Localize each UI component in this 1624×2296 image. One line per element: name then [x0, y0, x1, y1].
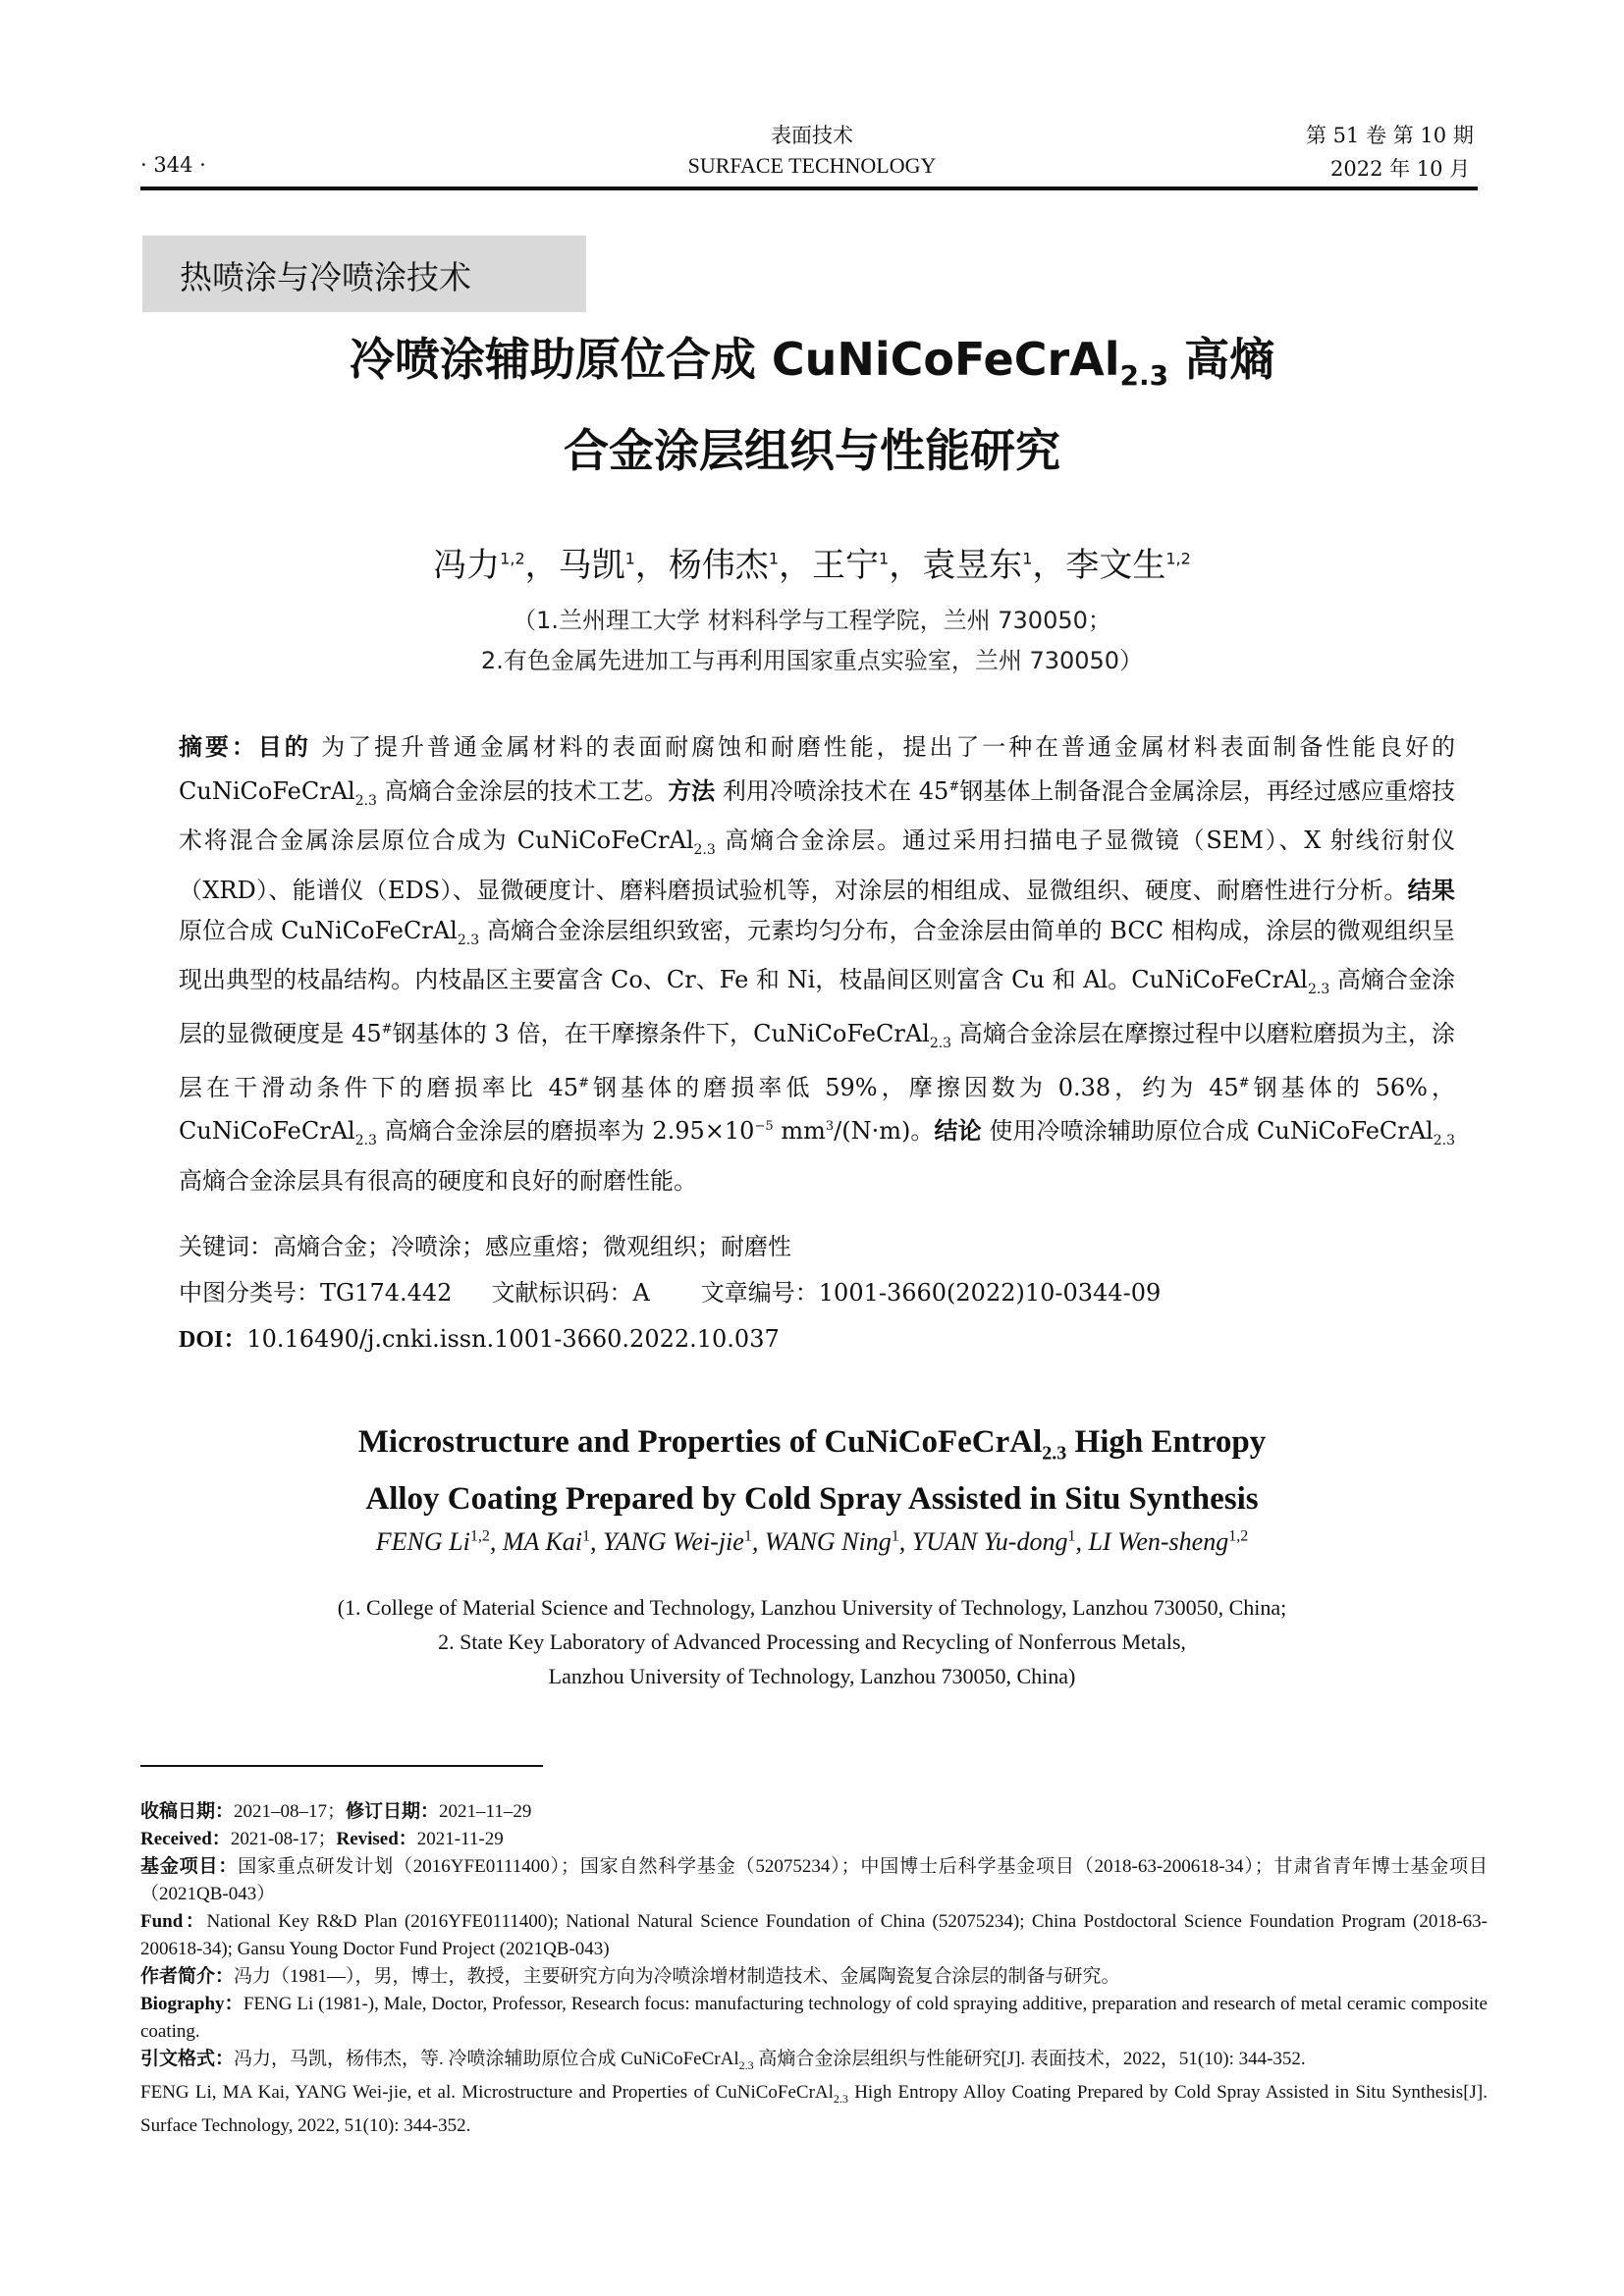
- volume-issue: 第 51 卷 第 10 期: [1306, 124, 1474, 147]
- section-label: 热喷涂与冷喷涂技术: [180, 258, 471, 296]
- affiliation-en-line: (1. College of Material Science and Technology, Lanzhou University of Technology, Lanzhou 730050, China;: [337, 1595, 1287, 1620]
- authors-cn: 冯力$^{1,2}$，马凯$^1$，杨伟杰$^1$，王宁$^1$，袁昱东$^1$，李文生$^{1,2}$: [433, 546, 1191, 585]
- fund-cn: 基金项目：国家重点研发计划（2016YFE0111400）；国家自然科学基金（52075234）；中国博士后科学基金项目（2018-63-200618-34）；甘肃省青年博士基金项目（2021QB-043）: [140, 1856, 1488, 1904]
- received-en: Received：2021-08-17；Revised：2021-11-29: [140, 1829, 504, 1849]
- citation-cn: 引文格式：冯力，马凯，杨伟杰，等. 冷喷涂辅助原位合成 CuNiCoFeCrAl$_{2.3}$ 高熵合金涂层组织与性能研究[J]. 表面技术，2022，51(10): 344-352.: [140, 2049, 1306, 2072]
- affiliations-en: [0, 1590, 1624, 1693]
- publication-date: 2022 年 10 月: [1330, 157, 1471, 181]
- doi-link[interactable]: 10.16490/j.cnki.issn.1001-3660.2022.10.037: [246, 1325, 780, 1353]
- footnotes: [140, 1798, 1488, 2140]
- author-cn: 王宁$^1$: [812, 546, 890, 585]
- citation-en: FENG Li, MA Kai, YANG Wei-jie, et al. Microstructure and Properties of CuNiCoFeCrAl$_{2.3}$ High Entropy Alloy Coating Prepared by Cold Spray Assisted in Situ Synthesis[J]. Surface Technology, 2022, 51(10): 344-352.: [140, 2081, 1488, 2136]
- author-en: MA Kai$^1$: [502, 1527, 590, 1556]
- fund-en: Fund：National Key R&D Plan (2016YFE0111400); National Natural Science Foundation of China (52075234); China Postdoctoral Science Foundation Program (2018-63-200618-34); Gansu Young Doctor Fund Project (2021QB-043): [140, 1911, 1488, 1959]
- author-en: LI Wen-sheng$^{1,2}$: [1088, 1527, 1249, 1556]
- received-cn: 收稿日期：2021–08–17；修订日期：2021–11–29: [140, 1801, 532, 1822]
- title-cn: [0, 322, 1624, 488]
- author-en: FENG Li$^{1,2}$: [375, 1527, 490, 1556]
- doi: DOI：10.16490/j.cnki.issn.1001-3660.2022.10.037: [179, 1325, 780, 1353]
- title-en-line1: Microstructure and Properties of CuNiCoFeCrAl$_{2.3}$ High Entropy: [357, 1424, 1267, 1465]
- affiliations-cn: [0, 601, 1624, 681]
- title-en: [0, 1419, 1624, 1522]
- author-cn: 袁昱东$^1$: [922, 546, 1033, 585]
- page-number: · 344 ·: [140, 153, 206, 177]
- title-cn-line1: 冷喷涂辅助原位合成 CuNiCoFeCrAl$_{2.3}$ 高熵: [349, 333, 1275, 393]
- affiliation-en-line: Lanzhou University of Technology, Lanzhou 730050, China): [548, 1664, 1076, 1688]
- abstract: 摘要：目的 为了提升普通金属材料的表面耐腐蚀和耐磨性能，提出了一种在普通金属材料表面制备性能良好的 CuNiCoFeCrAl$_{2.3}$ 高熵合金涂层的技术工艺。方法 利用冷喷涂技术在 45#钢基体上制备混合金属涂层，再经过感应重熔技术将混合金属涂层原位合成为 CuNiCoFeCrAl$_{2.3}$ 高熵合金涂层。通过采用扫描电子显微镜（SEM）、X 射线衍射仪（XRD）、能谱仪（EDS）、显微硬度计、磨料磨损试验机等，对涂层的相组成、显微组织、硬度、耐磨性进行分析。结果 原位合成 CuNiCoFeCrAl$_{2.3}$ 高熵合金涂层组织致密，元素均匀分布，合金涂层由简单的 BCC 相构成，涂层的微观组织呈现出典型的枝晶结构。内枝晶区主要富含 Co、Cr、Fe 和 Ni，枝晶间区则富含 Cu 和 Al。CuNiCoFeCrAl$_{2.3}$ 高熵合金涂层的显微硬度是 45#钢基体的 3 倍，在干摩擦条件下，CuNiCoFeCrAl$_{2.3}$ 高熵合金涂层在摩擦过程中以磨粒磨损为主，涂层在干滑动条件下的磨损率比 45#钢基体的磨损率低 59%，摩擦因数为 0.38，约为 45#钢基体的 56%，CuNiCoFeCrAl$_{2.3}$ 高熵合金涂层的磨损率为 $2.95\times 10^{-5}$ $mm^3/(N\cdot m)$。结论 使用冷喷涂辅助原位合成 CuNiCoFeCrAl$_{2.3}$ 高熵合金涂层具有很高的硬度和良好的耐磨性能。: [179, 733, 1456, 1195]
- affiliation-cn-line: 2.有色金属先进加工与再利用国家重点实验室，兰州 730050）: [480, 647, 1144, 674]
- header-rule: [140, 187, 1478, 190]
- section-label-box: [142, 236, 586, 312]
- journal-name-en: SURFACE TECHNOLOGY: [687, 153, 937, 178]
- authors-en: FENG Li$^{1,2}$, MA Kai$^1$, YANG Wei-jie$^1$, WANG Ning$^1$, YUAN Yu-dong$^1$, LI Wen-sheng$^{1,2}$: [375, 1527, 1249, 1556]
- author-cn: 李文生$^{1,2}$: [1065, 546, 1191, 585]
- affiliation-en-line: 2. State Key Laboratory of Advanced Processing and Recycling of Nonferrous Metals,: [438, 1629, 1186, 1654]
- affiliation-cn-line: （1.兰州理工大学 材料科学与工程学院，兰州 730050；: [513, 607, 1111, 634]
- title-cn-line2: 合金涂层组织与性能研究: [564, 424, 1060, 478]
- author-en: YANG Wei-jie$^1$: [603, 1527, 752, 1556]
- biography-en: Biography：FENG Li (1981-), Male, Doctor, Professor, Research focus: manufacturing technology of cold spraying additive, preparation and research of metal ceramic composite coating.: [140, 1994, 1488, 2042]
- author-en: WANG Ning$^1$: [764, 1527, 899, 1556]
- keywords: 关键词：高熵合金；冷喷涂；感应重熔；微观组织；耐磨性: [179, 1233, 791, 1260]
- footnote-rule: [140, 1765, 543, 1767]
- journal-name-cn: 表面技术: [771, 124, 853, 147]
- author-cn: 马凯$^1$: [558, 546, 635, 585]
- biography-cn: 作者简介：冯力（1981—），男，博士，教授，主要研究方向为冷喷涂增材制造技术、金属陶瓷复合涂层的制备与研究。: [140, 1966, 1120, 1987]
- classification: 中图分类号：TG174.442 文献标识码：A 文章编号：1001-3660(2022)10-0344-09: [179, 1279, 1162, 1307]
- author-en: YUAN Yu-dong$^1$: [911, 1527, 1076, 1556]
- author-cn: 冯力$^{1,2}$: [433, 546, 525, 585]
- author-cn: 杨伟杰$^1$: [668, 546, 779, 585]
- title-en-line2: Alloy Coating Prepared by Cold Spray Assisted in Situ Synthesis: [365, 1480, 1259, 1517]
